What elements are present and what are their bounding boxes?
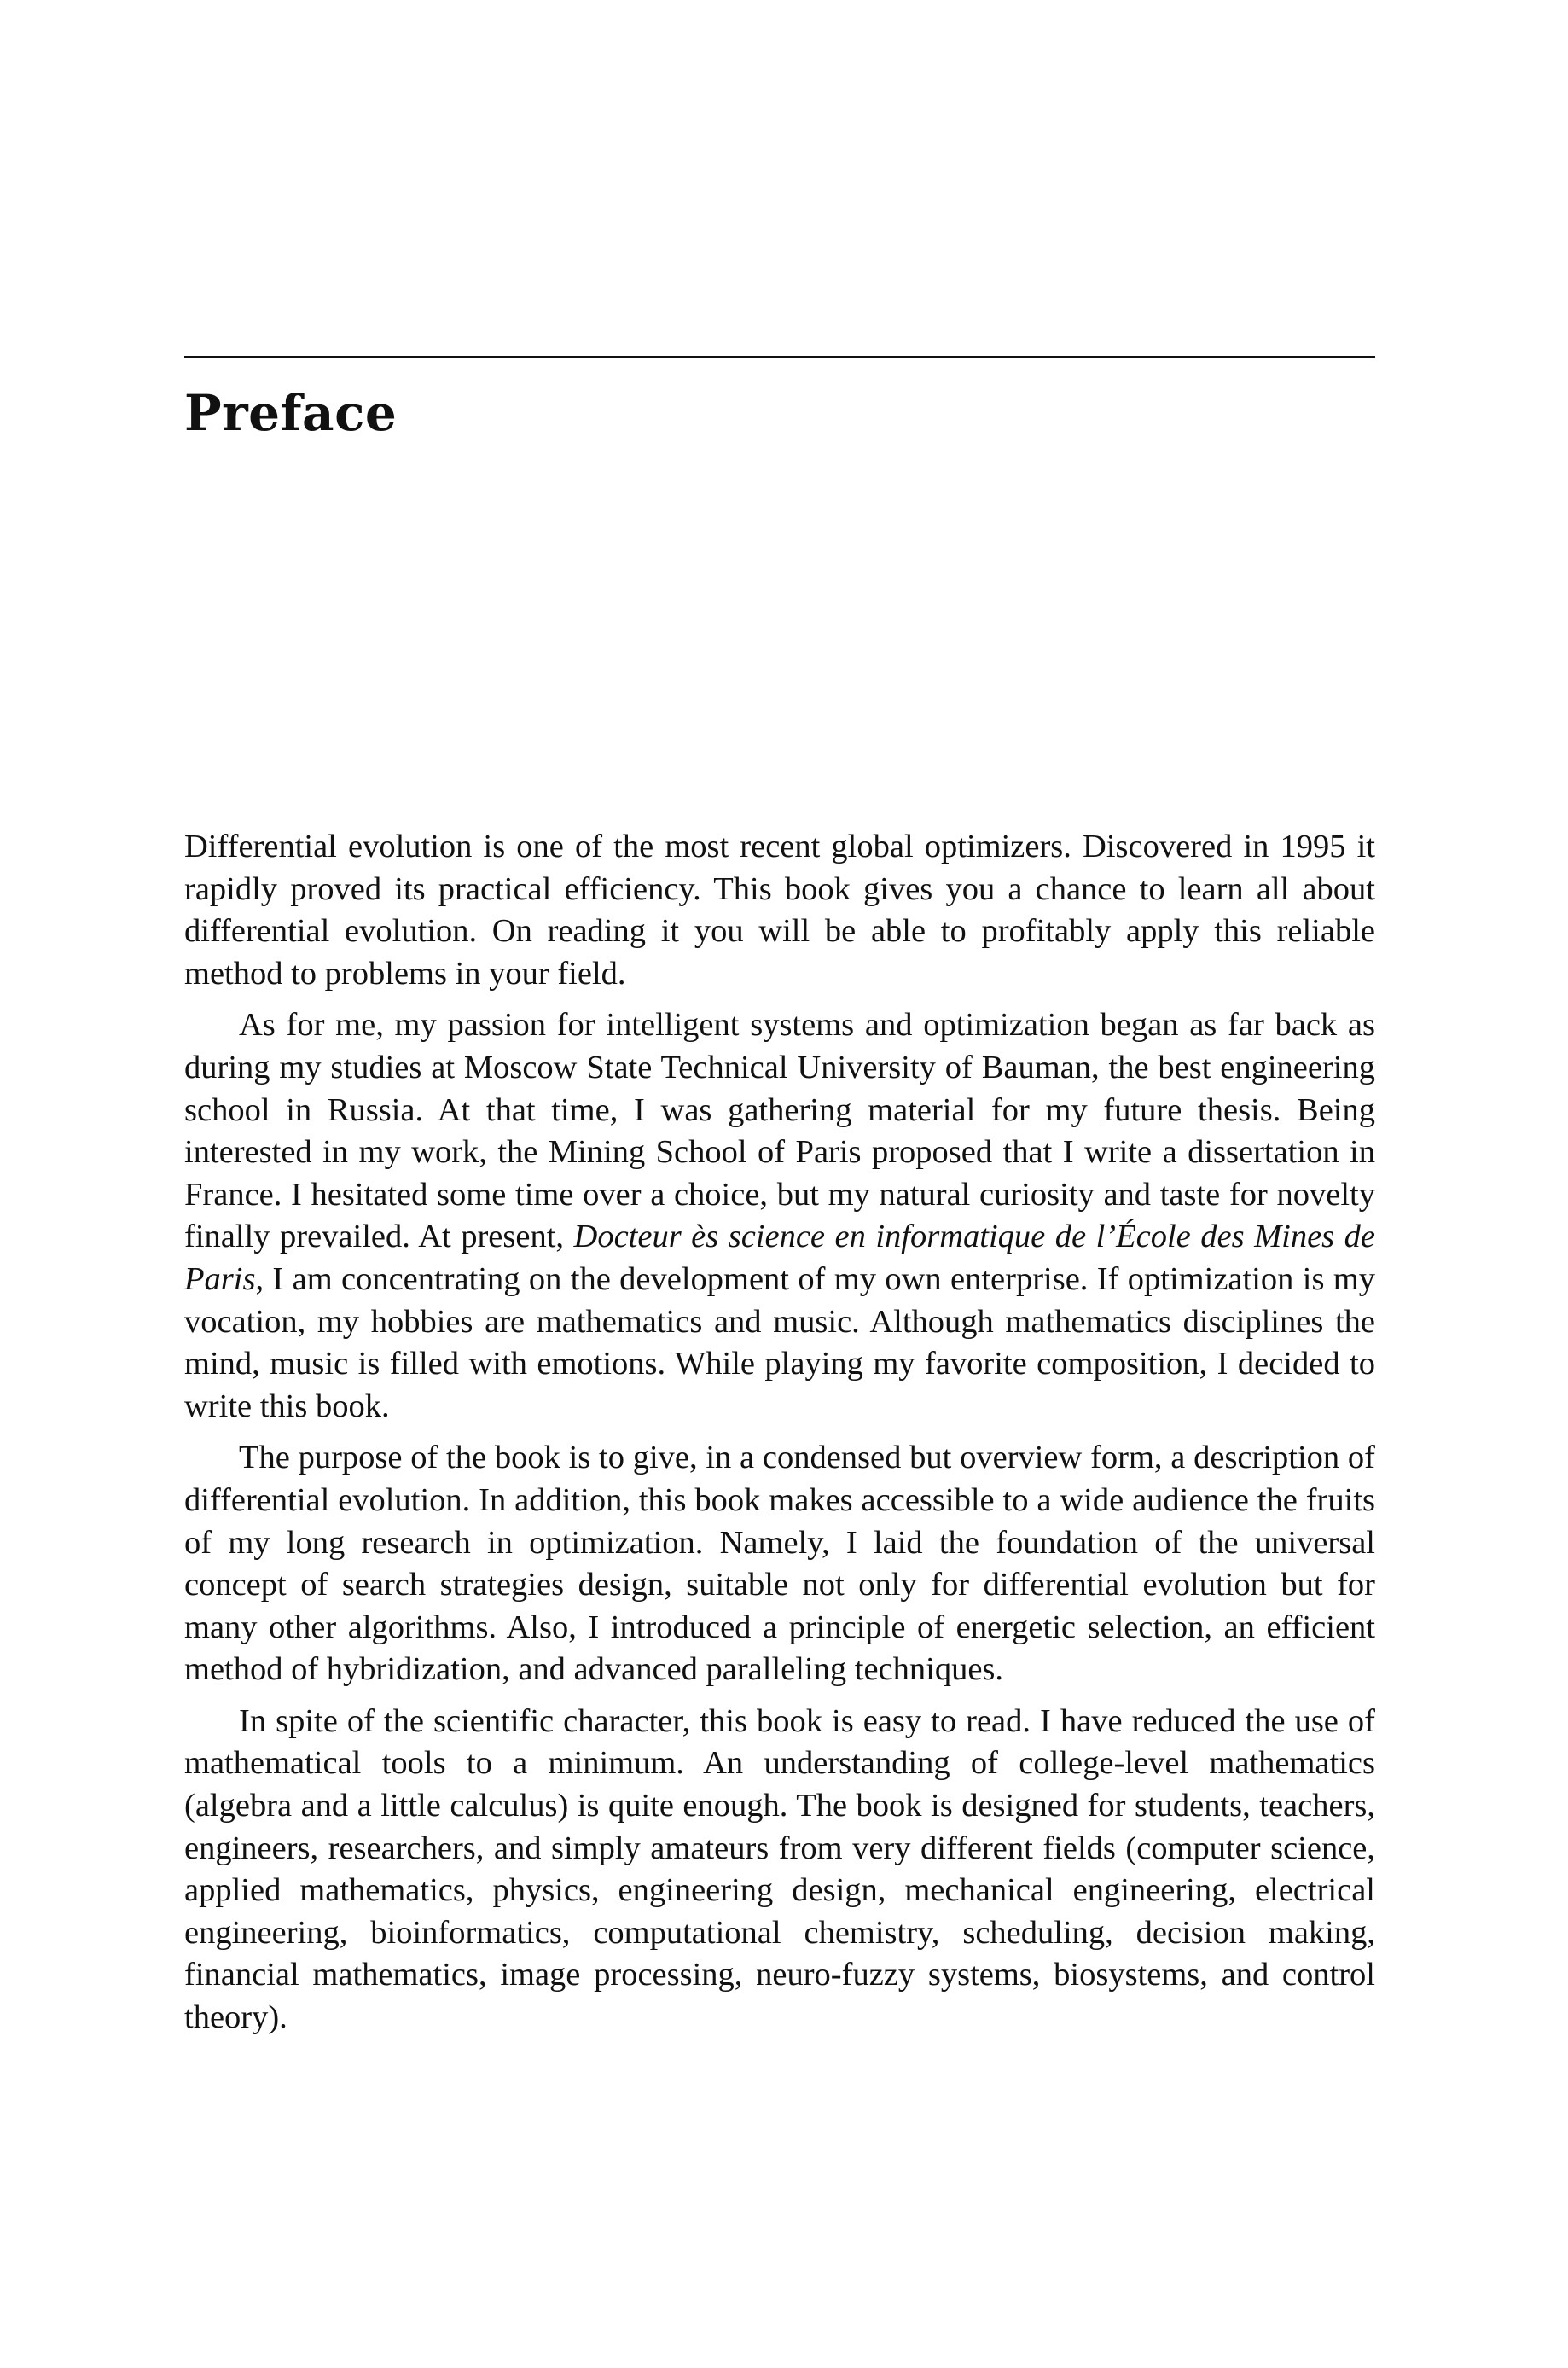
paragraph-2-text-before: As for me, my passion for intelligent systems and optimization began as far back as during my studies at Moscow State Technical University of Bauman, the best engineering school in Russia. At that time, I was gathering material for my future thesis. Being interested in my work, the Mining School of Paris proposed that I write a dissertation in France. I hesitated some time over a choice, but my natural curiosity and taste for novelty finally prevailed. At present, — [184, 1007, 1375, 1255]
preface-body — [184, 826, 1375, 2049]
paragraph-2-italic-title: Docteur ès science en informatique de l’École des Mines de Paris — [184, 1219, 1375, 1297]
paragraph-1: Differential evolution is one of the most recent global optimizers. Discovered in 1995 it rapidly proved its practical efficiency. This book gives you a chance to learn all about differential evolution. On reading it you will be able to profitably apply this reliable method to problems in your field. — [184, 829, 1375, 992]
chapter-title: Preface — [184, 384, 398, 442]
paragraph-2-text-after: , I am concentrating on the development of my own enterprise. If optimization is my vocation, my hobbies are mathematics and music. Although mathematics disciplines the mind, music is filled with emotions. While playing my favorite composition, I decided to write this book. — [184, 1260, 1375, 1424]
paragraph-4: In spite of the scientific character, this book is easy to read. I have reduced the use of mathematical tools to a minimum. An understanding of college-level mathematics (algebra and a little calculus) is quite enough. The book is designed for students, teachers, engineers, researchers, and simply amateurs from very different fields (computer science, applied mathematics, physics, engineering design, mechanical engineering, electrical engineering, bioinformatics, computational chemistry, scheduling, decision making, financial mathematics, image processing, neuro-fuzzy systems, biosystems, and control theory). — [184, 1702, 1375, 2036]
paragraph-2 — [184, 1004, 1375, 1428]
chapter-rule — [184, 356, 1375, 358]
paragraph-3: The purpose of the book is to give, in a condensed but overview form, a description of differential evolution. In addition, this book makes accessible to a wide audience the fruits of my long research in optimization. Namely, I laid the foundation of the universal concept of search strategies design, suitable not only for differential evolution but for many other algorithms. Also, I introduced a principle of energetic selection, an efficient method of hybridization, and advanced paralleling techniques. — [184, 1440, 1375, 1688]
